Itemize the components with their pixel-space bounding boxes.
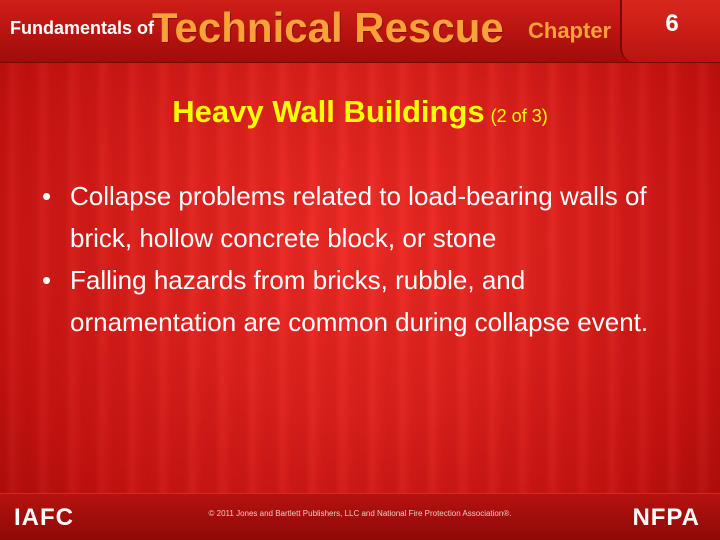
book-title: Technical Rescue [152,4,504,51]
nfpa-logo: NFPA [632,504,700,531]
bullet-text: Falling hazards from bricks, rubble, and ornamentation are common during collapse event. [70,265,649,337]
chapter-label: Chapter [528,18,612,43]
bullet-marker: • [42,181,52,211]
bullet-item [42,175,682,259]
chapter-tab [620,0,720,62]
chapter-number: 6 [665,10,679,37]
slide-title [0,94,720,130]
header-bar [0,0,720,63]
bullet-marker: • [42,265,52,295]
bullet-list [42,175,682,343]
iafc-logo: IAFC [14,504,74,531]
copyright-notice: © 2011 Jones and Bartlett Publishers, LLC and National Fire Protection Association®. [208,509,512,518]
book-series-label: Fundamentals of [10,18,155,38]
slide-title-text: Heavy Wall Buildings [172,94,485,129]
bullet-item [42,259,682,343]
footer-bar [0,493,720,540]
slide-title-suffix: (2 of 3) [490,106,548,126]
bullet-text: Collapse problems related to load-bearing walls of brick, hollow concrete block, or stone [70,181,647,253]
